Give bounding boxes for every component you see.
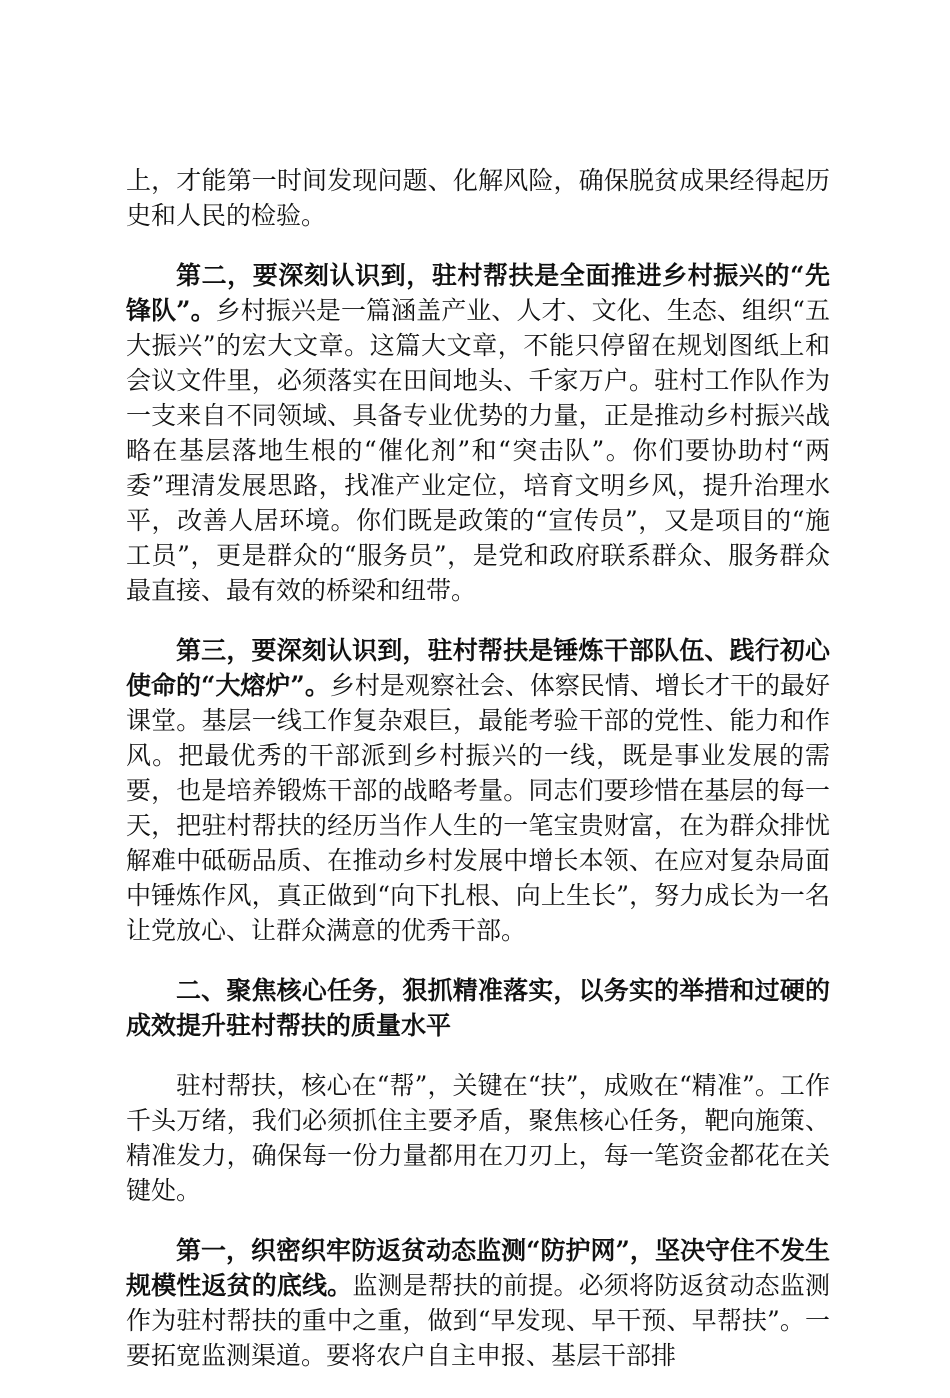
paragraph-first-task <box>126 1233 830 1373</box>
paragraph-text: 监测是帮扶的前提。必须将防返贫动态监测作为驻村帮扶的重中之重，做到“早发现、早干预、早帮扶”。一要拓宽监测渠道。要将农户自主申报、基层干部排 <box>126 1271 830 1370</box>
paragraph-lead-sentence: 第三，要深刻认识到，驻村帮扶是锤炼干部队伍、践行初心使命的“大熔炉”。 <box>126 636 830 700</box>
paragraph-text: 乡村是观察社会、体察民情、增长才干的最好课堂。基层一线工作复杂艰巨，最能考验干部的党性、能力和作风。把最优秀的干部派到乡村振兴的一线，既是事业发展的需要，也是培养锻炼干部的战略考量。同志们要珍惜在基层的每一天，把驻村帮扶的经历当作人生的一笔宝贵财富，在为群众排忧解难中砥砺品质、在推动乡村发展中增长本领、在应对复杂局面中锤炼作风，真正做到“向下扎根、向上生长”，努力成长为一名让党放心、让群众满意的优秀干部。 <box>126 671 830 945</box>
paragraph-lead-sentence: 第二，要深刻认识到，驻村帮扶是全面推进乡村振兴的“先锋队”。 <box>126 261 830 325</box>
paragraph-text: 乡村振兴是一篇涵盖产业、人才、文化、生态、组织“五大振兴”的宏大文章。这篇大文章，不能只停留在规划图纸上和会议文件里，必须落实在田间地头、千家万户。驻村工作队作为一支来自不同领域、具备专业优势的力量，正是推动乡村振兴战略在基层落地生根的“催化剂”和“突击队”。你们要协助村“两委”理清发展思路，找准产业定位，培育文明乡风，提升治理水平，改善人居环境。你们既是政策的“宣传员”，又是项目的“施工员”，更是群众的“服务员”，是党和政府联系群众、服务群众最直接、最有效的桥梁和纽带。 <box>126 296 830 605</box>
document-body <box>126 163 830 1398</box>
section-heading: 二、聚焦核心任务，狠抓精准落实，以务实的举措和过硬的成效提升驻村帮扶的质量水平 <box>126 976 830 1040</box>
paragraph-second-point <box>126 258 830 608</box>
paragraph-lead-sentence: 第一，织密织牢防返贫动态监测“防护网”，坚决守住不发生规模性返贫的底线。 <box>126 1236 830 1300</box>
paragraph-section-intro <box>126 1068 830 1208</box>
paragraph-continuation <box>126 163 830 233</box>
paragraph-text: 驻村帮扶，核心在“帮”，关键在“扶”，成败在“精准”。工作千头万绪，我们必须抓住主要矛盾，聚焦核心任务，靶向施策、精准发力，确保每一份力量都用在刀刃上，每一笔资金都花在关键处。 <box>126 1071 830 1205</box>
paragraph-text: 上，才能第一时间发现问题、化解风险，确保脱贫成果经得起历史和人民的检验。 <box>126 166 830 230</box>
paragraph-third-point <box>126 633 830 948</box>
